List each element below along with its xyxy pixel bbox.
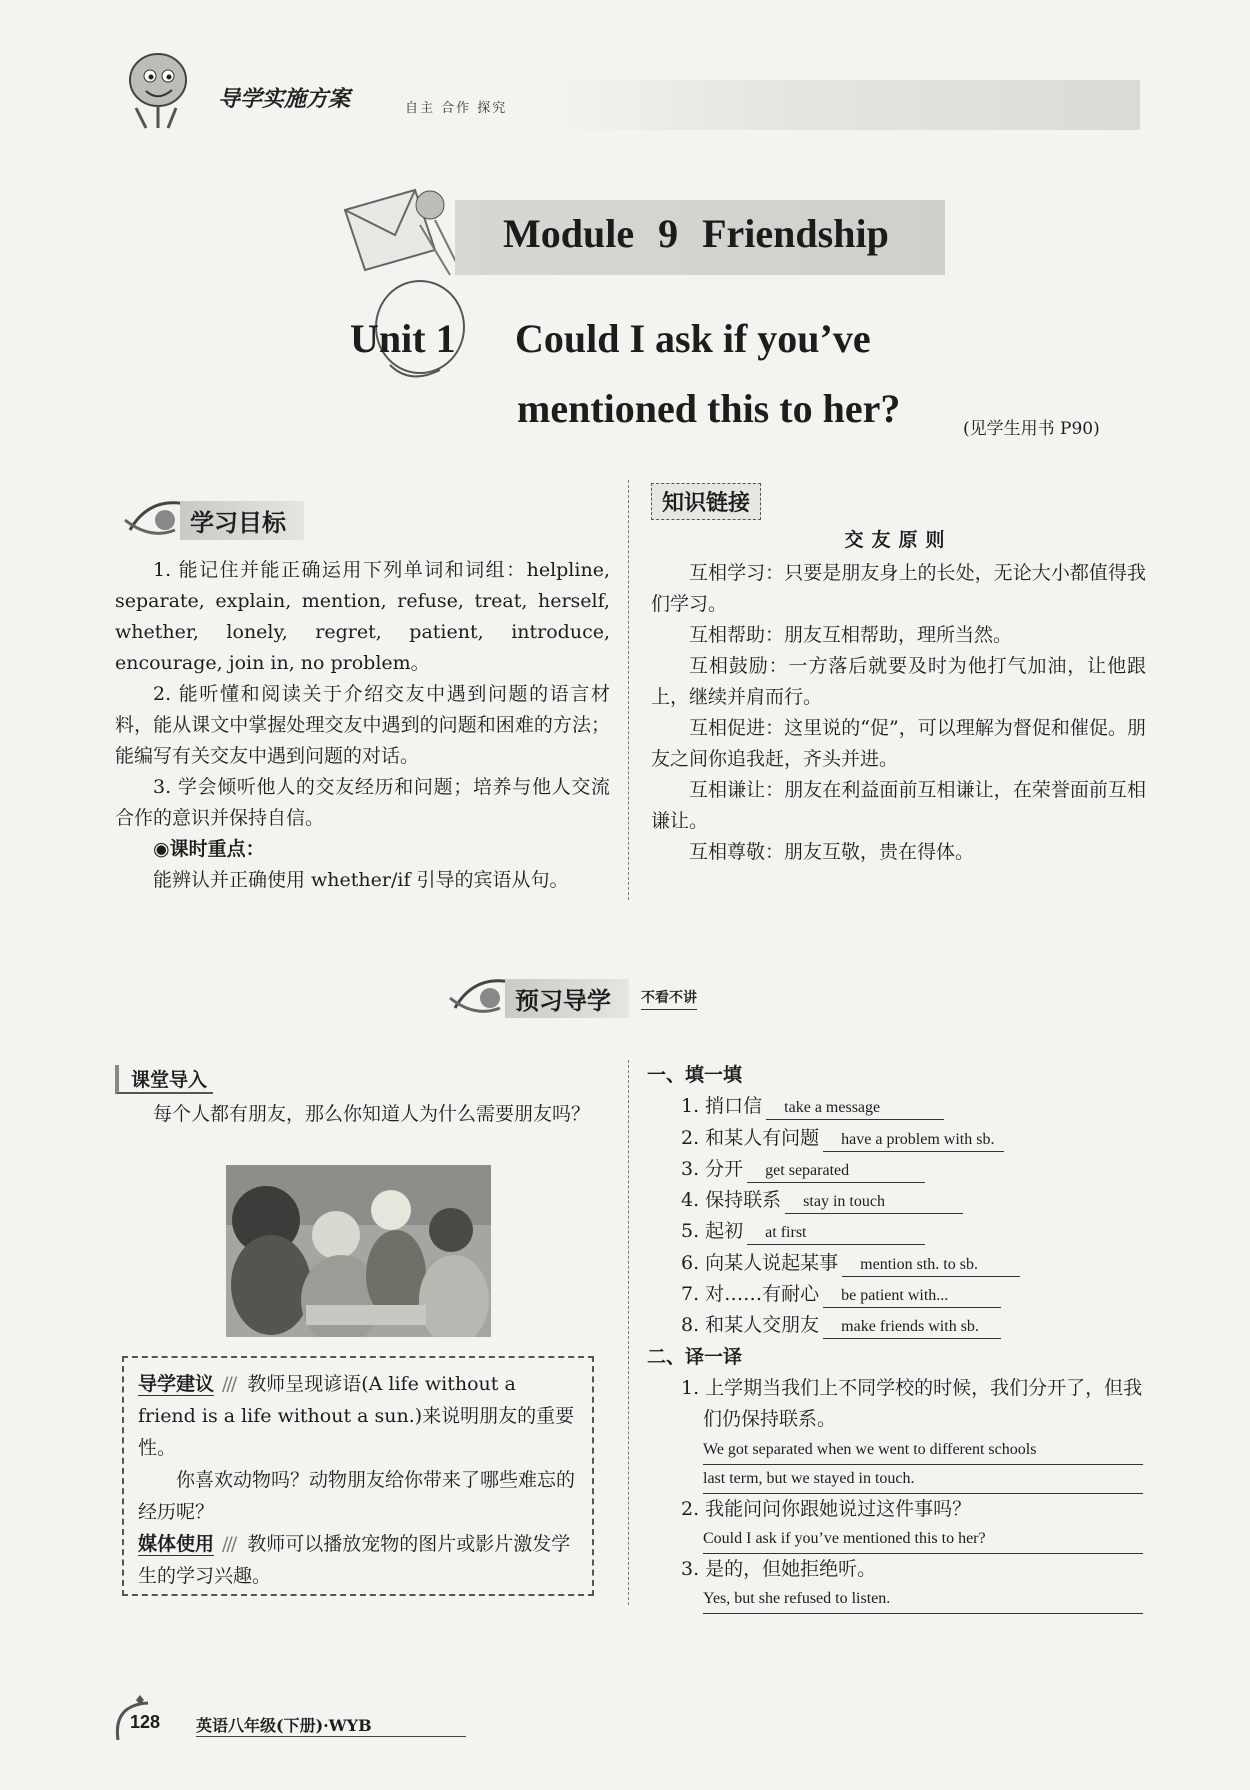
fill-answer: take a message xyxy=(766,1097,944,1120)
module-title: Module 9 Friendship xyxy=(503,211,889,256)
fill-question: 4. 保持联系 xyxy=(681,1189,782,1212)
reference-note: (见学生用书 P90) xyxy=(963,419,1100,439)
translate-answer-line: last term, but we stayed in touch. xyxy=(703,1465,1143,1494)
translate-question: 1. 上学期当我们上不同学校的时候，我们分开了，但我们仍保持联系。 xyxy=(681,1376,1143,1431)
suggestion-tag: 导学建议 xyxy=(138,1373,215,1395)
slash-decoration: /// xyxy=(222,1533,236,1555)
exercise-section xyxy=(647,1060,1151,1614)
preview-note: 不看不讲 xyxy=(641,987,697,1010)
fill-question: 2. 和某人有问题 xyxy=(681,1126,820,1149)
knowledge-tag: 知识链接 xyxy=(651,483,761,520)
knowledge-para-1: 互相学习：只要是朋友身上的长处，无论大小都值得我们学习。 xyxy=(651,562,1146,615)
header-subtitle: 自主 合作 探究 xyxy=(405,101,508,116)
header-band xyxy=(540,80,1140,130)
translate-label: 二、译一译 xyxy=(647,1345,743,1368)
translate-question: 3. 是的，但她拒绝听。 xyxy=(681,1557,877,1580)
translate-answer-line: Yes, but she refused to listen. xyxy=(703,1585,1143,1614)
objective-3: 3. 学会倾听他人的交友经历和问题；培养与他人交流合作的意识并保持自信。 xyxy=(115,776,610,829)
fill-item xyxy=(651,1279,1151,1310)
knowledge-title: 交友原则 xyxy=(844,529,953,551)
suggestion-text-3: 教师可以播放宠物的图片或影片激发学生的学习兴趣。 xyxy=(138,1533,571,1587)
fill-item xyxy=(651,1154,1151,1185)
knowledge-para-6: 互相尊敬：朋友互敬，贵在得体。 xyxy=(689,841,975,863)
column-divider xyxy=(628,480,629,900)
objective-1: 1. 能记住并能正确运用下列单词和词组：helpline, separate, explain, mention, refuse, treat, herself, whether, lonely, regret, patient, introduce, encourage, join in, no problem。 xyxy=(115,559,610,674)
translate-answer-line: Could I ask if you’ve mentioned this to her? xyxy=(703,1525,1143,1554)
knowledge-para-2: 互相帮助：朋友互相帮助，理所当然。 xyxy=(689,624,1013,646)
mascot-icon xyxy=(118,46,196,130)
translate-answer xyxy=(703,1525,1151,1554)
fill-answer: have a problem with sb. xyxy=(823,1129,1004,1152)
suggestion-box xyxy=(122,1356,594,1596)
header-title: 导学实施方案 xyxy=(218,87,351,112)
preview-heading xyxy=(445,968,697,1028)
translate-answer xyxy=(703,1585,1151,1614)
knowledge-para-3: 互相鼓励：一方落后就要及时为他打气加油，让他跟上，继续并肩而行。 xyxy=(651,655,1146,708)
fill-item xyxy=(651,1310,1151,1341)
objectives-title: 学习目标 xyxy=(180,501,304,540)
translate-item xyxy=(651,1554,1151,1614)
slash-decoration: /// xyxy=(222,1373,236,1395)
suggestion-text-1: 教师呈现谚语(A life without a friend is a life without a sun.)来说明朋友的重要性。 xyxy=(138,1373,575,1459)
footer-line xyxy=(196,1736,466,1737)
fill-question: 8. 和某人交朋友 xyxy=(681,1314,820,1337)
objective-2: 2. 能听懂和阅读关于介绍交友中遇到问题的语言材料，能从课文中掌握处理交友中遇到的问题和困难的方法；能编写有关交友中遇到问题的对话。 xyxy=(115,683,610,767)
knowledge-para-4: 互相促进：这里说的“促”，可以理解为督促和催促。朋友之间你追我赶，齐头并进。 xyxy=(651,717,1146,770)
translate-answer-line: We got separated when we went to different schools xyxy=(703,1436,1143,1465)
fill-question: 3. 分开 xyxy=(681,1157,744,1180)
fill-item xyxy=(651,1091,1151,1122)
fill-item xyxy=(651,1216,1151,1247)
class-intro-text: 每个人都有朋友，那么你知道人为什么需要朋友吗？ xyxy=(153,1103,591,1125)
fill-question: 7. 对……有耐心 xyxy=(681,1283,820,1306)
knowledge-para-5: 互相谦让：朋友在利益面前互相谦让，在荣誉面前互相谦让。 xyxy=(651,779,1146,832)
fill-item xyxy=(651,1123,1151,1154)
fill-answer: get separated xyxy=(747,1160,925,1183)
fill-question: 1. 捎口信 xyxy=(681,1095,763,1118)
translate-item xyxy=(651,1373,1151,1494)
envelope-decoration-icon xyxy=(325,180,465,280)
unit-title-line2: mentioned this to her? xyxy=(517,386,901,431)
knowledge-body xyxy=(651,525,1146,868)
fill-question: 5. 起初 xyxy=(681,1220,744,1243)
focus-label: ◉课时重点： xyxy=(153,838,265,860)
fill-answer: be patient with... xyxy=(823,1285,1001,1308)
class-intro-tag: 课堂导入 xyxy=(115,1065,213,1094)
unit-title-line1: Could I ask if you’ve xyxy=(515,316,871,361)
fill-label: 一、填一填 xyxy=(647,1064,743,1086)
fill-answer: at first xyxy=(747,1222,925,1245)
fill-answer: make friends with sb. xyxy=(823,1316,1001,1339)
fill-answer: stay in touch xyxy=(785,1191,963,1214)
focus-text: 能辨认并正确使用 whether/if 引导的宾语从句。 xyxy=(153,869,569,891)
translate-item xyxy=(651,1494,1151,1554)
translate-answer xyxy=(703,1436,1151,1494)
preview-title: 预习导学 xyxy=(505,979,629,1018)
translate-question: 2. 我能问问你跟她说过这件事吗？ xyxy=(681,1497,972,1520)
children-photo xyxy=(226,1165,491,1337)
fill-item xyxy=(651,1248,1151,1279)
fill-question: 6. 向某人说起某事 xyxy=(681,1251,839,1274)
objectives-body xyxy=(115,555,610,896)
media-tag: 媒体使用 xyxy=(138,1533,215,1555)
objectives-heading xyxy=(120,490,304,550)
fill-item xyxy=(651,1185,1151,1216)
column-divider xyxy=(628,1060,629,1605)
footer-text: 英语八年级(下册)·WYB xyxy=(196,1716,372,1735)
fill-answer: mention sth. to sb. xyxy=(842,1254,1020,1277)
suggestion-text-2: 你喜欢动物吗？动物朋友给你带来了哪些难忘的经历呢？ xyxy=(138,1469,576,1523)
unit-label: Unit 1 xyxy=(350,316,456,361)
page-number: 128 xyxy=(130,1712,161,1732)
